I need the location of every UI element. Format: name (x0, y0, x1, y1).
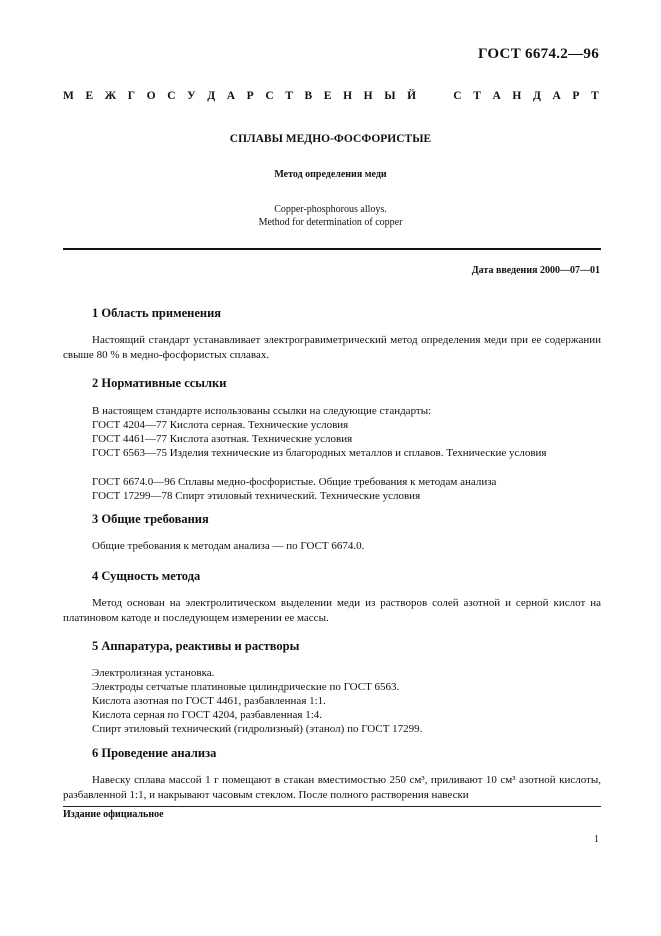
section-6-heading: 6 Проведение анализа (92, 746, 217, 760)
band-letter: С (265, 90, 274, 102)
section-6-text (63, 773, 601, 802)
document-code: ГОСТ 6674.2—96 (477, 46, 599, 62)
band-letter: А (492, 90, 501, 102)
equipment-item: Электролизная установка. (92, 667, 215, 679)
document-title: СПЛАВЫ МЕДНО-ФОСФОРИСТЫЕ (229, 133, 432, 145)
section-6-text-content: Навеску сплава массой 1 г помещают в стакан вместимостью 250 см³, приливают 10 см³ азотной кислоты, разбавленной 1:1, и накрывают часовым стеклом. После полного растворения навески (63, 774, 601, 801)
section-1-text (63, 333, 601, 362)
standard-type-band (63, 90, 599, 102)
section-2-heading: 2 Нормативные ссылки (92, 376, 227, 390)
reference-item: ГОСТ 17299—78 Спирт этиловый технический. Технические условия (92, 490, 421, 502)
equipment-item: Спирт этиловый технический (гидролизный) (этанол) по ГОСТ 17299. (92, 723, 423, 735)
reference-item: ГОСТ 6674.0—96 Сплавы медно-фосфористые. Общие требования к методам анализа (92, 476, 497, 488)
reference-item-text: ГОСТ 6563—75 Изделия технические из благородных металлов и сплавов. Технические условия (92, 447, 547, 459)
band-letter: С (453, 90, 462, 102)
band-letter: Е (323, 90, 332, 102)
section-5-heading: 5 Аппаратура, реактивы и растворы (92, 639, 300, 653)
section-4-text-content: Метод основан на электролитическом выделении меди из растворов солей азотной и серной кислот на платиновом катоде и последующем измерении ее массы. (63, 597, 601, 624)
band-letter: Т (473, 90, 481, 102)
band-letter: О (146, 90, 156, 102)
edition-label: Издание официальное (63, 809, 164, 820)
section-1-text-content: Настоящий стандарт устанавливает электрогравиметрический метод определения меди при ее содержании свыше 80 % в медно-фосфористых сплавах. (63, 334, 601, 361)
band-letter: Д (207, 90, 216, 102)
band-letter: А (226, 90, 236, 102)
equipment-item: Электроды сетчатые платиновые цилиндрические по ГОСТ 6563. (92, 681, 400, 693)
english-title-line-2: Method for determination of copper (258, 217, 403, 228)
band-letter: М (63, 90, 74, 102)
band-letter: Н (512, 90, 522, 102)
reference-item: ГОСТ 4204—77 Кислота серная. Технические условия (92, 419, 349, 431)
english-title-line-1: Copper-phosphorous alloys. (274, 204, 387, 215)
header-rule (63, 248, 601, 250)
page-number: 1 (594, 834, 599, 845)
section-4-heading: 4 Сущность метода (92, 569, 201, 583)
band-letter: С (167, 90, 176, 102)
footer-rule (63, 806, 601, 807)
band-letter: Т (285, 90, 293, 102)
band-letter: Ы (384, 90, 396, 102)
band-letter: Ж (104, 90, 117, 102)
section-3-heading: 3 Общие требования (92, 512, 209, 526)
band-letter: Н (363, 90, 373, 102)
section-3-text: Общие требования к методам анализа — по ГОСТ 6674.0. (92, 540, 365, 552)
band-letter: Г (127, 90, 136, 102)
band-letter: Е (85, 90, 94, 102)
equipment-item: Кислота серная по ГОСТ 4204, разбавленная 1:4. (92, 709, 323, 721)
band-letter: Р (246, 90, 254, 102)
band-letter: У (187, 90, 196, 102)
reference-item (63, 446, 601, 461)
section-4-text (63, 596, 601, 625)
document-subtitle: Метод определения меди (274, 169, 387, 180)
effective-date: Дата введения 2000—07—01 (471, 265, 600, 276)
section-2-intro: В настоящем стандарте использованы ссылки на следующие стандарты: (92, 405, 432, 417)
band-letter: Р (572, 90, 580, 102)
band-letter: В (304, 90, 313, 102)
band-letter: Д (532, 90, 541, 102)
reference-item: ГОСТ 4461—77 Кислота азотная. Технические условия (92, 433, 353, 445)
band-letter: Н (343, 90, 353, 102)
band-letter: Т (591, 90, 599, 102)
band-letter: А (552, 90, 561, 102)
band-gap (428, 90, 442, 102)
equipment-item: Кислота азотная по ГОСТ 4461, разбавленная 1:1. (92, 695, 326, 707)
section-1-heading: 1 Область применения (92, 306, 222, 320)
band-letter: Й (407, 90, 417, 102)
